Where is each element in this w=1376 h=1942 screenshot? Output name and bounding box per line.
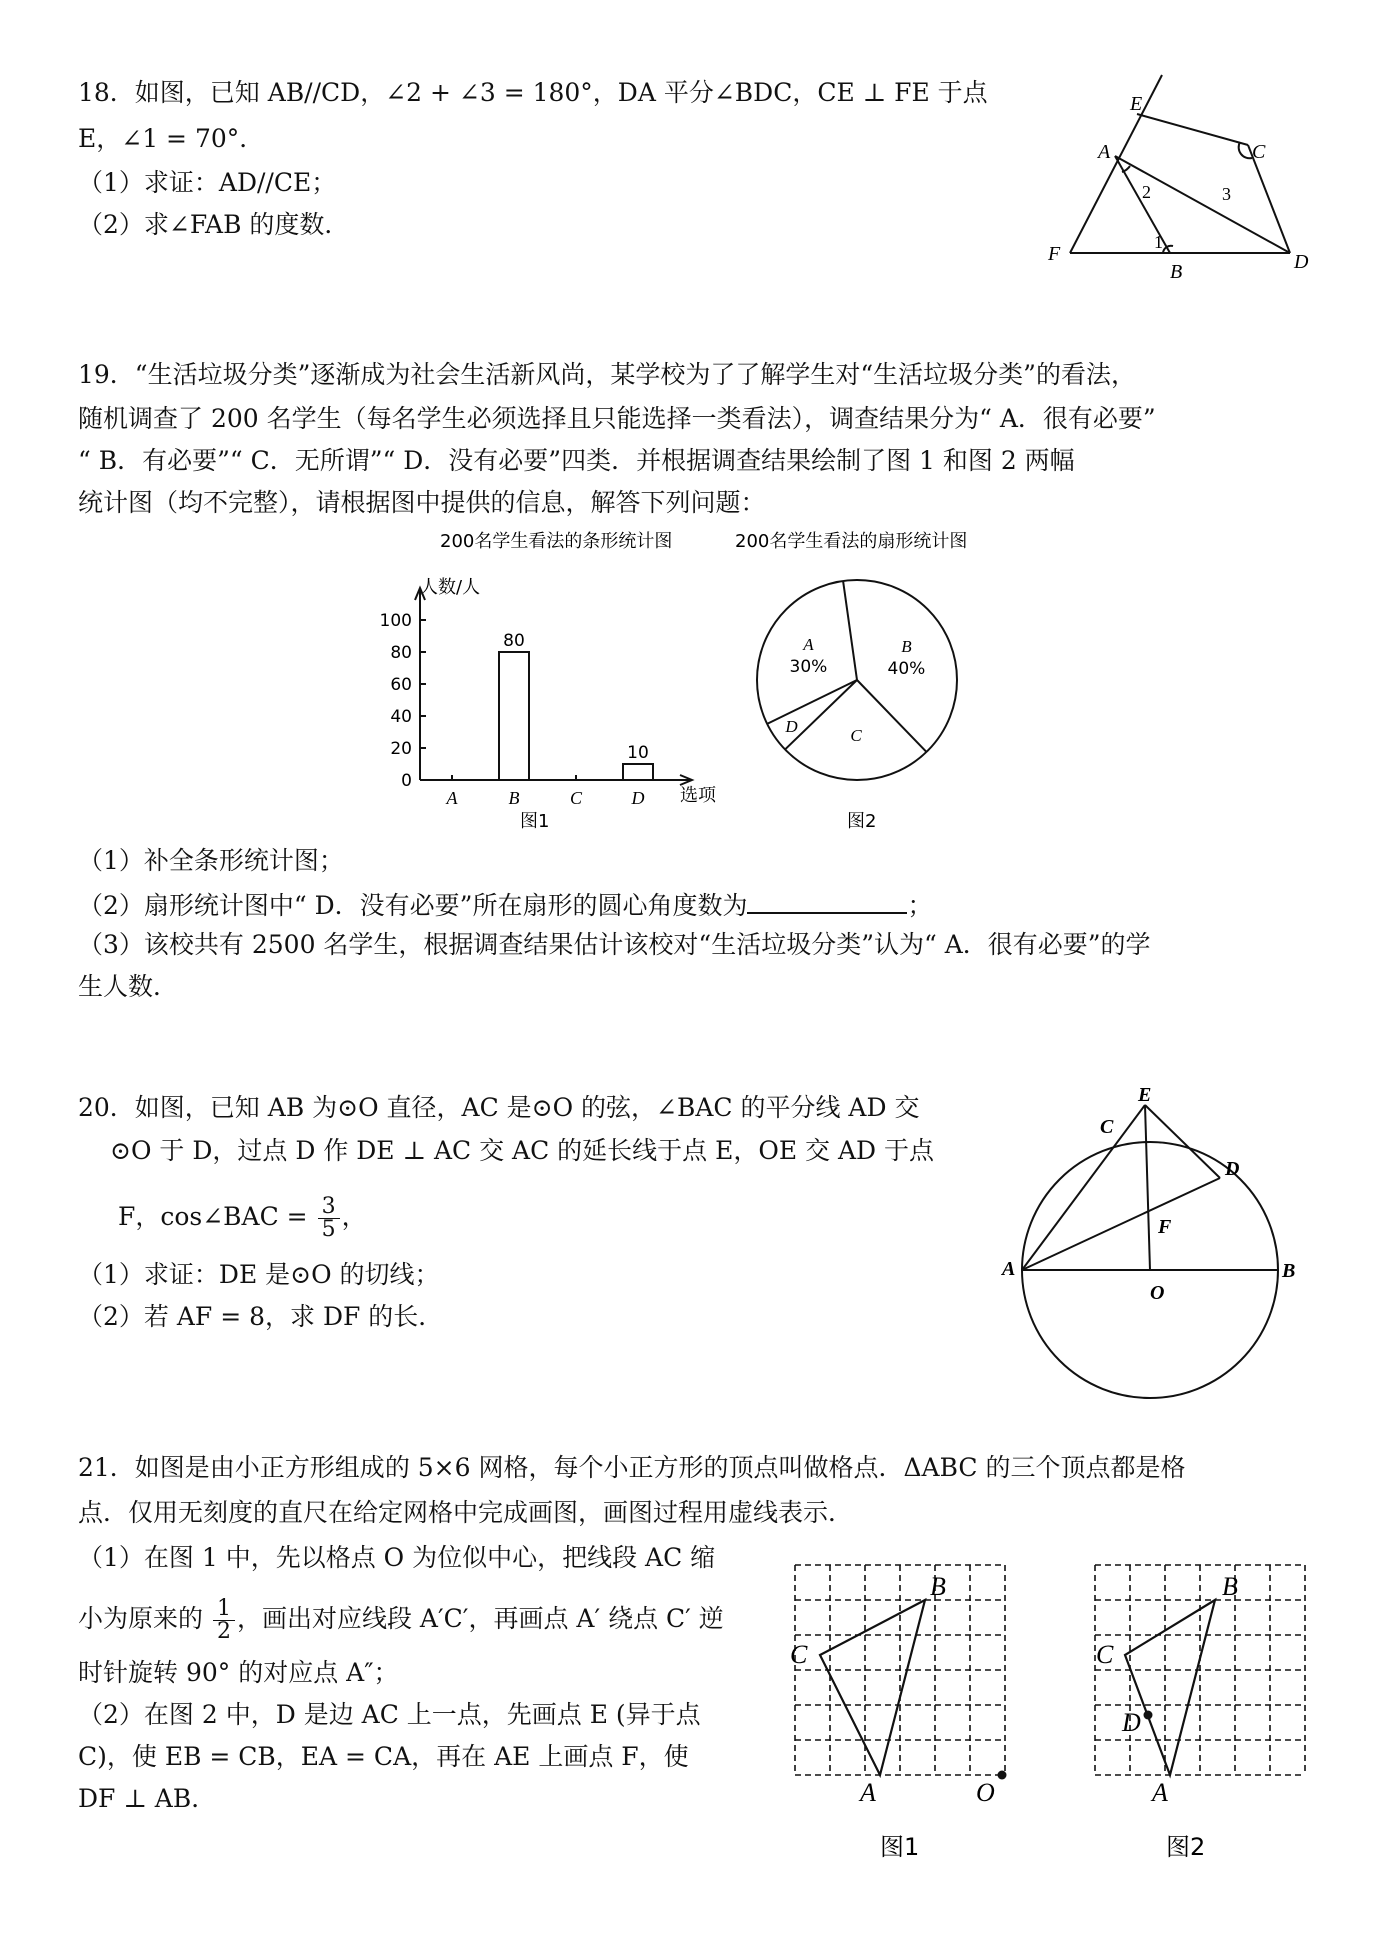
q21-part1-line2 <box>78 1598 724 1643</box>
q19-bar-chart <box>370 525 750 845</box>
q19-part1: （1）补全条形统计图； <box>78 846 344 875</box>
q21-grid-figure-2 <box>1080 1555 1320 1885</box>
q21-part2-line1: （2）在图 2 中，D 是边 AC 上一点，先画点 E (异于点 <box>78 1700 701 1729</box>
q21-fig2-label-C: C <box>1096 1640 1114 1669</box>
q19-pie-chart <box>735 525 1015 845</box>
q20-label-A: A <box>1002 1258 1016 1280</box>
q21-part1-line1: （1）在图 1 中，先以格点 O 为位似中心，把线段 AC 缩 <box>78 1543 716 1572</box>
pie-slice-B-percent: 40% <box>887 658 926 679</box>
q21-line1: 21．如图是由小正方形组成的 5×6 网格，每个小正方形的顶点叫做格点．ΔABC 的三个顶点都是格 <box>78 1453 1186 1482</box>
q20-label-D: D <box>1225 1158 1240 1180</box>
q19-part2-end: ； <box>907 891 933 920</box>
q18-label-B: B <box>1170 261 1183 283</box>
q19-line2: 随机调查了 200 名学生（每名学生必须选择且只能选择一类看法），调查结果分为“ A．很有必要” <box>78 404 1156 433</box>
q21-part1-line3: 时针旋转 90° 的对应点 A″； <box>78 1658 399 1687</box>
q20-line2: ⊙O 于 D，过点 D 作 DE ⊥ AC 交 AC 的延长线于点 E，OE 交 AD 于点 <box>110 1136 935 1165</box>
q21-p1-post: ，画出对应线段 A′C′，再画点 A′ 绕点 C′ 逆 <box>236 1604 724 1633</box>
pie-slice-A-label: A <box>803 635 814 655</box>
q20-fraction <box>318 1196 340 1241</box>
pie-chart-caption: 图2 <box>847 811 877 832</box>
q19-part3-line2: 生人数． <box>78 972 179 1001</box>
q20-label-B: B <box>1282 1260 1296 1282</box>
q20-label-O: O <box>1150 1282 1165 1304</box>
q18-angle-2: 2 <box>1142 182 1151 202</box>
q20-label-E: E <box>1138 1084 1152 1106</box>
q20-part2: （2）若 AF = 8，求 DF 的长． <box>78 1302 444 1331</box>
q20-figure <box>1002 1084 1330 1385</box>
q20-line3-end: ， <box>341 1202 367 1231</box>
q20-line3 <box>118 1196 367 1241</box>
q18-label-C: C <box>1252 141 1266 163</box>
q21-fig2-label-D: D <box>1122 1708 1141 1737</box>
bar-category-label: C <box>569 788 583 808</box>
q20-cos-text: F，cos∠BAC = <box>118 1202 308 1231</box>
q18-part1: （1）求证：AD//CE； <box>78 168 337 197</box>
bar-category-label: D <box>631 788 645 808</box>
q18-label-F: F <box>1048 243 1061 265</box>
q18-figure <box>1030 70 1330 290</box>
q21-fraction <box>213 1598 235 1643</box>
q21-grid-figure-1 <box>780 1555 1020 1885</box>
q18-line1: 18．如图，已知 AB//CD，∠2 + ∠3 = 180°，DA 平分∠BDC，CE ⊥ FE 于点 <box>78 78 988 107</box>
pie-slice-A-percent: 30% <box>789 657 828 678</box>
pie-slice-D-label: D <box>785 716 798 736</box>
bar-B <box>499 652 529 780</box>
bar-y-tick-label: 100 <box>379 611 412 631</box>
q21-frac-den: 2 <box>216 1619 231 1644</box>
q20-label-C: C <box>1100 1116 1114 1138</box>
q18-part2: （2）求∠FAB 的度数． <box>78 210 350 239</box>
q21-fig2-label-A: A <box>1152 1778 1168 1807</box>
bar-y-tick-label: 0 <box>401 771 412 791</box>
pie-chart-title: 200名学生看法的扇形统计图 <box>735 531 968 552</box>
q21-fig1-label-O: O <box>976 1778 995 1807</box>
bar-data-label: 10 <box>627 743 649 763</box>
q18-label-A: A <box>1098 141 1111 163</box>
bar-chart-ylabel: 人数/人 <box>420 577 481 598</box>
q19-line1: 19．“生活垃圾分类”逐渐成为社会生活新风尚，某学校为了了解学生对“生活垃圾分类”的看法， <box>78 360 1136 389</box>
q21-fig1-caption: 图1 <box>880 1833 920 1861</box>
q21-part2-line3: DF ⊥ AB． <box>78 1784 217 1813</box>
q19-line4: 统计图（均不完整），请根据图中提供的信息，解答下列问题： <box>78 488 766 517</box>
pie-slice-C-label: C <box>850 725 862 745</box>
q21-part2-line2: C)，使 EB = CB，EA = CA，再在 AE 上画点 F，使 <box>78 1742 689 1771</box>
q20-label-F: F <box>1158 1216 1172 1238</box>
q19-line3: “ B．有必要”“ C．无所谓”“ D．没有必要”四类．并根据调查结果绘制了图 1 和图 2 两幅 <box>78 446 1075 475</box>
bar-data-label: 80 <box>503 631 525 651</box>
bar-D <box>623 764 653 780</box>
q21-line2: 点．仅用无刻度的直尺在给定网格中完成画图，画图过程用虚线表示． <box>78 1498 854 1527</box>
q20-line1: 20．如图，已知 AB 为⊙O 直径，AC 是⊙O 的弦，∠BAC 的平分线 AD 交 <box>78 1093 920 1122</box>
bar-y-tick-label: 60 <box>390 675 412 695</box>
q18-label-D: D <box>1294 251 1309 273</box>
bar-chart-xlabel: 选项 <box>680 785 716 806</box>
bar-y-tick-label: 80 <box>390 643 412 663</box>
q18-label-E: E <box>1130 93 1143 115</box>
bar-category-label: B <box>508 788 520 808</box>
bar-chart-caption: 图1 <box>520 811 550 832</box>
bar-y-tick-label: 20 <box>390 739 412 759</box>
q21-fig1-label-C: C <box>790 1640 808 1669</box>
q21-frac-num: 1 <box>213 1598 235 1621</box>
q19-part2 <box>78 890 932 918</box>
q20-part1: （1）求证：DE 是⊙O 的切线； <box>78 1260 440 1289</box>
q18-angle-1: 1 <box>1154 232 1163 252</box>
bar-y-tick-label: 40 <box>390 707 412 727</box>
pie-slice-B-label: B <box>901 636 912 656</box>
q21-p1-pre: 小为原来的 <box>78 1604 204 1633</box>
q20-frac-num: 3 <box>318 1196 340 1219</box>
q18-line2: E，∠1 = 70°． <box>78 124 265 153</box>
q21-fig1-label-A: A <box>860 1778 876 1807</box>
q18-angle-3: 3 <box>1222 184 1231 204</box>
bar-category-label: A <box>446 788 458 808</box>
q19-part2-text: （2）扇形统计图中“ D．没有必要”所在扇形的圆心角度数为 <box>78 891 748 920</box>
q20-frac-den: 5 <box>321 1217 336 1242</box>
q21-fig2-caption: 图2 <box>1166 1833 1206 1861</box>
answer-blank[interactable] <box>747 890 907 914</box>
bar-chart-title: 200名学生看法的条形统计图 <box>440 531 673 552</box>
q21-fig1-label-B: B <box>930 1572 946 1601</box>
q21-fig2-label-B: B <box>1222 1572 1238 1601</box>
q19-part3-line1: （3）该校共有 2500 名学生，根据调查结果估计该校对“生活垃圾分类”认为“ A．很有必要”的学 <box>78 930 1151 959</box>
